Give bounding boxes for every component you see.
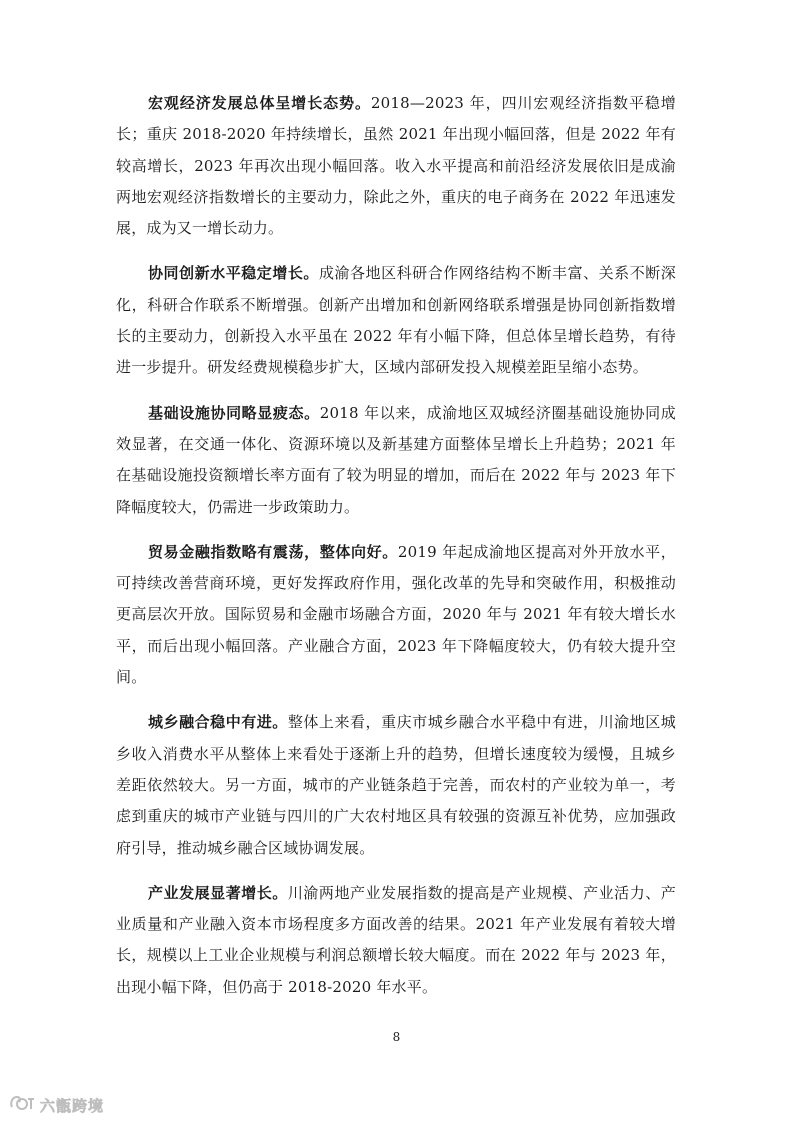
watermark-text: 六甑跨境 bbox=[40, 1096, 105, 1115]
paragraph-heading: 贸易金融指数略有震荡，整体向好。 bbox=[148, 542, 398, 561]
paragraph-text: 2018—2023 年，四川宏观经济指数平稳增长；重庆 2018-2020 年持续增长，虽然 2021 年出现小幅回落，但是 2022 年有较高增长，2023 年再次出现小幅回落。收入水平提高和前沿经济发展依旧是成渝两地宏观经济指数增长的主要动力，除此之外，重庆的电子商务在 2022 年迅速发展，成为又一增长动力。 bbox=[116, 94, 676, 238]
paragraph-collaborative-innovation bbox=[116, 258, 676, 383]
paragraph-text: 2019 年起成渝地区提高对外开放水平，可持续改善营商环境，更好发挥政府作用，强化改革的先导和突破作用，积极推动更高层次开放。国际贸易和金融市场融合方面，2020 年与 2021 年有较大增长水平，而后出现小幅回落。产业融合方面，2023 年下降幅度较大，仍有较大提升空间。 bbox=[116, 542, 677, 687]
paragraph-heading: 城乡融合稳中有进。 bbox=[148, 713, 288, 732]
paragraph-industry bbox=[116, 878, 676, 1003]
page-number: 8 bbox=[392, 1030, 401, 1044]
paragraph-trade-finance bbox=[116, 537, 676, 693]
paragraph-heading: 产业发展显著增长。 bbox=[148, 883, 288, 902]
paragraph-text: 成渝各地区科研合作网络结构不断丰富、关系不断深化，科研合作联系不断增强。创新产出增加和创新网络联系增强是协同创新指数增长的主要动力，创新投入水平虽在 2022 年有小幅下降，但总体呈增长趋势，有待进一步提升。研发经费规模稳步扩大，区域内部研发投入规模差距呈缩小态势。 bbox=[116, 264, 676, 377]
document-body bbox=[116, 88, 676, 1017]
paragraph-text: 整体上来看，重庆市城乡融合水平稳中有进，川渝地区城乡收入消费水平从整体上来看处于逐渐上升的趋势，但增长速度较为缓慢，且城乡差距依然较大。另一方面，城市的产业链条趋于完善，而农村的产业较为单一，考虑到重庆的城市产业链与四川的广大农村地区具有较强的资源互补优势，应加强政府引导，推动城乡融合区域协调发展。 bbox=[116, 713, 676, 857]
paragraph-text: 2018 年以来，成渝地区双城经济圈基础设施协同成效显著，在交通一体化、资源环境以及新基建方面整体呈增长上升趋势；2021 年在基础设施投资额增长率方面有了较为明显的增加，而后在 2022 年与 2023 年下降幅度较大，仍需进一步政策助力。 bbox=[116, 403, 676, 516]
paragraph-heading: 基础设施协同略显疲态。 bbox=[148, 403, 320, 422]
paragraph-heading: 协同创新水平稳定增长。 bbox=[148, 264, 319, 283]
paragraph-heading: 宏观经济发展总体呈增长态势。 bbox=[148, 94, 371, 112]
watermark bbox=[8, 1094, 104, 1116]
paragraph-urban-rural bbox=[116, 707, 676, 863]
paragraph-text: 川渝两地产业发展指数的提高是产业规模、产业活力、产业质量和产业融入资本市场程度多方面改善的结果。2021 年产业发展有着较大增长，规模以上工业企业规模与利润总额增长较大幅度。而在 2022 年与 2023 年，出现小幅下降，但仍高于 2018-2020 年水平。 bbox=[116, 883, 676, 996]
watermark-logo-icon bbox=[8, 1093, 36, 1117]
paragraph-infrastructure bbox=[116, 398, 676, 523]
paragraph-macro-economy bbox=[116, 88, 676, 244]
